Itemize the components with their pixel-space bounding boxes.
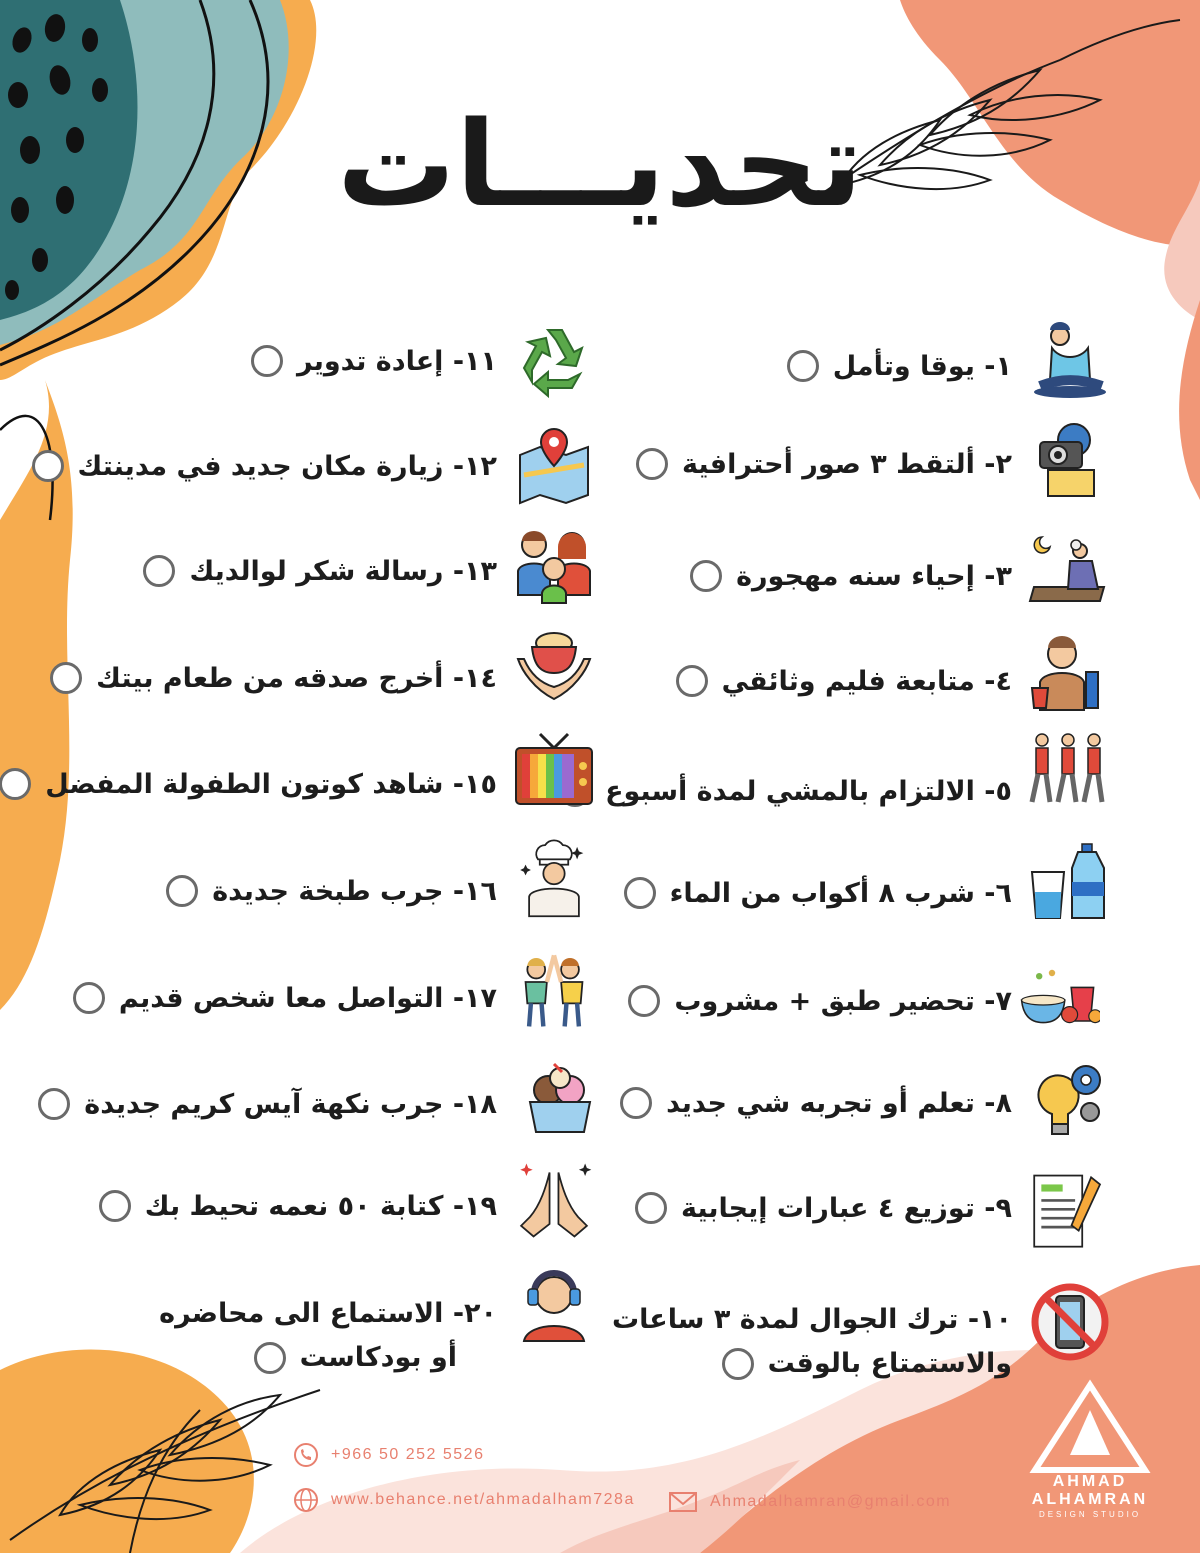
logo-line-1: AHMAD [1052,1473,1128,1490]
challenge-13-label: ١٣- رسالة شكر لوالديك [189,555,497,587]
challenge-18-checkbox[interactable] [38,1088,70,1120]
challenge-6-checkbox[interactable] [624,877,656,909]
challenge-3-label: ٣- إحياء سنه مهجورة [736,560,1012,592]
challenge-3 [690,560,1012,592]
challenge-5-label: ٥- الالتزام بالمشي لمدة أسبوع [605,775,1012,807]
high-five-icon [514,950,594,1030]
yoga-icon [1030,320,1110,400]
challenge-18 [38,1088,497,1120]
camera-icon [1030,418,1110,498]
challenge-14 [50,662,497,694]
prayer-icon [1028,525,1108,605]
challenge-1-checkbox[interactable] [787,350,819,382]
challenge-14-label: ١٤- أخرج صدقه من طعام بيتك [96,662,497,694]
challenge-3-checkbox[interactable] [690,560,722,592]
challenge-16-checkbox[interactable] [166,875,198,907]
family-icon [514,525,594,605]
food-hands-icon [514,625,594,705]
phone-number[interactable]: +966 50 252 5526 [331,1446,485,1463]
challenge-20 [159,1292,497,1380]
challenge-14-checkbox[interactable] [50,662,82,694]
challenge-20-label-line2: أو بودكاست [299,1342,457,1373]
challenge-2-label: ٢- ألتقط ٣ صور أحترافية [682,448,1012,480]
challenge-9-label: ٩- توزيع ٤ عبارات إيجابية [680,1192,1012,1224]
challenge-10-label-line1: ١٠- ترك الجوال لمدة ٣ ساعات [612,1304,1012,1335]
challenge-16 [166,875,497,907]
challenge-19 [99,1190,497,1222]
challenge-6-label: ٦- شرب ٨ أكواب من الماء [669,877,1012,909]
challenge-9-checkbox[interactable] [635,1192,667,1224]
challenge-12-label: ١٢- زيارة مكان جديد في مدينتك [77,450,497,482]
peach-blob-right [1179,300,1200,500]
challenge-8 [620,1087,1012,1119]
phone-contact [293,1442,484,1468]
website-contact [293,1487,635,1513]
challenge-11-checkbox[interactable] [251,345,283,377]
challenge-15-checkbox[interactable] [0,768,31,800]
challenge-17 [73,982,497,1014]
challenge-13-checkbox[interactable] [143,555,175,587]
email-address[interactable]: Ahmadalhamran@gmail.com [710,1493,952,1510]
challenge-7-label: ٧- تحضير طبق + مشروب [674,985,1012,1017]
challenge-9 [635,1192,1012,1224]
challenge-19-checkbox[interactable] [99,1190,131,1222]
page-title: تحديـــات [337,95,863,233]
whatsapp-icon [293,1442,319,1468]
walking-icon [1028,730,1108,810]
challenge-20-label-line1: ٢٠- الاستماع الى محاضره [159,1298,497,1329]
challenge-19-label: ١٩- كتابة ٥٠ نعمه تحيط بك [144,1190,497,1222]
ice-cream-icon [520,1060,600,1140]
email-contact [668,1489,951,1515]
challenge-4-checkbox[interactable] [676,665,708,697]
challenge-10-label-line2: والاستمتاع بالوقت [767,1348,1012,1379]
challenge-1 [787,350,1012,382]
water-icon [1028,842,1108,922]
challenge-11 [251,345,497,377]
challenge-20-checkbox[interactable] [254,1342,286,1374]
challenge-10-checkbox[interactable] [722,1348,754,1380]
challenge-2-checkbox[interactable] [636,448,668,480]
challenge-11-label: ١١- إعادة تدوير [296,345,497,377]
orange-blob-bottom-left [0,1350,254,1553]
praying-hands-icon [514,1160,594,1240]
challenge-10 [612,1298,1012,1386]
challenge-5 [559,775,1012,807]
map-pin-icon [514,425,594,505]
challenge-4 [676,665,1012,697]
challenge-12 [32,450,498,482]
chef-icon [514,838,594,918]
challenge-12-checkbox[interactable] [32,450,64,482]
headphones-icon [514,1265,594,1345]
studio-logo [1020,1473,1160,1521]
globe-icon [293,1487,319,1513]
challenge-2 [636,448,1012,480]
challenge-7-checkbox[interactable] [628,985,660,1017]
challenge-4-label: ٤- متابعة فليم وثائقي [721,665,1012,697]
dish-drink-icon [1020,957,1100,1037]
challenge-13 [143,555,497,587]
envelope-icon [668,1489,698,1515]
document-pen-icon [1028,1172,1108,1252]
challenge-1-label: ١- يوقا وتأمل [832,350,1012,382]
logo-line-2: ALHAMRAN [1031,1491,1149,1508]
challenge-17-label: ١٧- التواصل معا شخص قديم [118,982,497,1014]
challenge-7 [628,985,1012,1017]
challenge-17-checkbox[interactable] [73,982,105,1014]
challenge-8-label: ٨- تعلم أو تجربه شي جديد [666,1087,1012,1119]
recycle-icon [514,322,594,402]
challenge-16-label: ١٦- جرب طبخة جديدة [212,875,497,907]
challenge-15 [0,768,497,800]
movie-icon [1030,632,1110,712]
challenge-18-label: ١٨- جرب نكهة آيس كريم جديدة [84,1088,497,1120]
logo-line-3: DESIGN STUDIO [1038,1510,1142,1519]
challenge-15-label: ١٥- شاهد كوتون الطفولة المفضل [45,768,497,800]
idea-gear-icon [1028,1058,1108,1138]
challenge-6 [624,877,1012,909]
tv-icon [514,730,594,810]
website-link[interactable]: www.behance.net/ahmadalham728a [331,1491,635,1508]
challenge-8-checkbox[interactable] [620,1087,652,1119]
no-phone-icon [1030,1282,1110,1362]
